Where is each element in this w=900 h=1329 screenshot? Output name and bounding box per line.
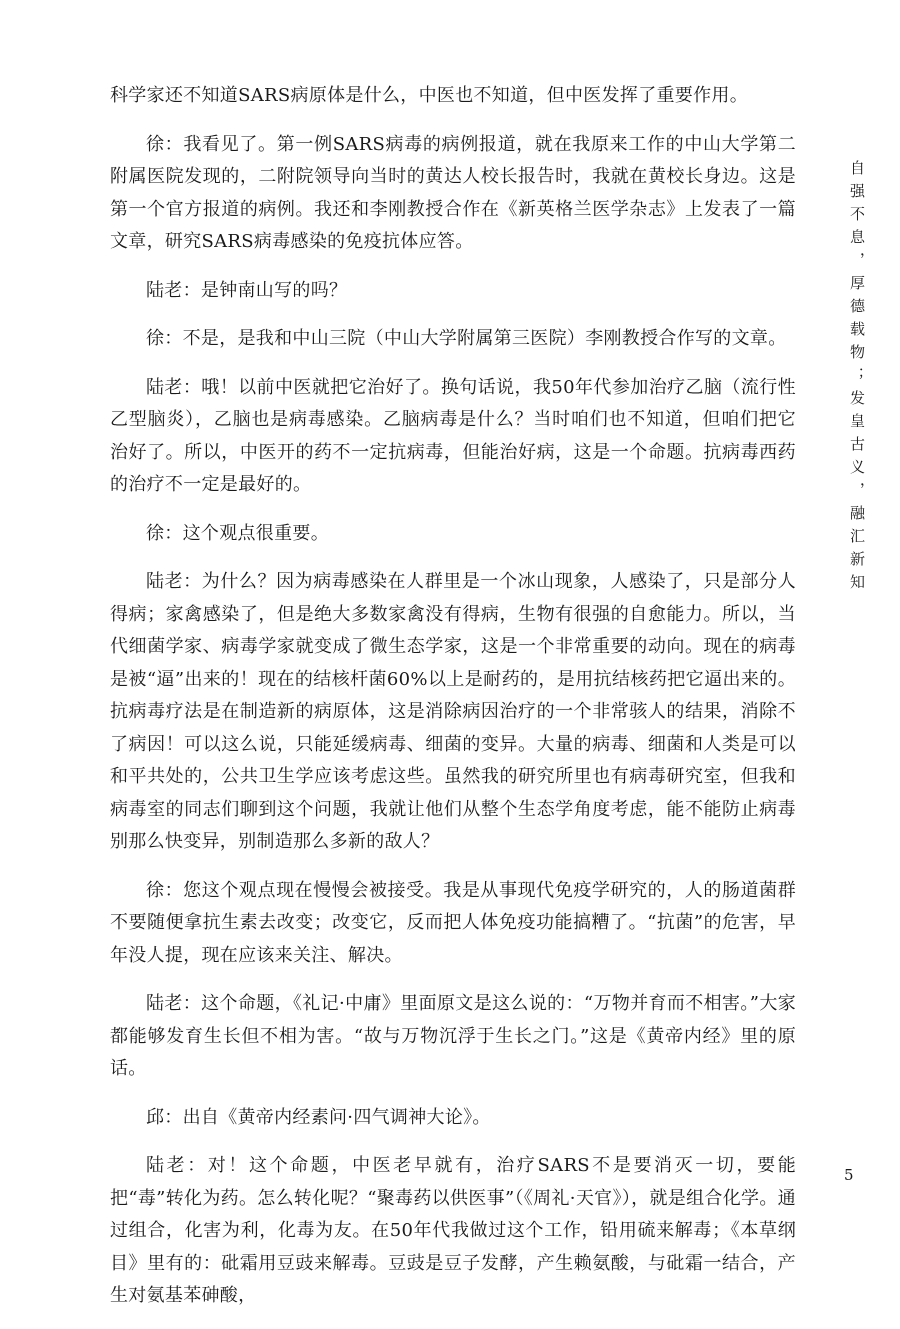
paragraph (110, 988, 796, 1086)
page-body (110, 80, 796, 1329)
speaker-label: 徐： (146, 522, 183, 544)
speaker-label: 陆老： (146, 376, 202, 398)
paragraph (110, 875, 796, 973)
paragraph-text: 不是，是我和中山三院（中山大学附属第三医院）李刚教授合作写的文章。 (182, 328, 787, 349)
speaker-label: 邱： (146, 1106, 183, 1128)
paragraph-text: 为什么？因为病毒感染在人群里是一个冰山现象，人感染了，只是部分人得病；家禽感染了，但是绝大多数家禽没有得病，生物有很强的自愈能力。所以，当代细菌学家、病毒学家就变成了微生态学家，这是一个非常重要的动向。现在的病毒是被“逼”出来的！现在的结核杆菌60%以上是耐药的，是用抗结核药把它逼出来的。抗病毒疗法是在制造新的病原体，这是消除病因治疗的一个非常骇人的结果，消除不了病因！可以这么说，只能延缓病毒、细菌的变异。大量的病毒、细菌和人类是可以和平共处的，公共卫生学应该考虑这些。虽然我的研究所里也有病毒研究室，但我和病毒室的同志们聊到这个问题，我就让他们从整个生态学角度考虑，能不能防止病毒别那么快变异，别制造那么多新的敌人？ (110, 571, 796, 852)
paragraph (110, 1150, 796, 1313)
speaker-label: 陆老： (146, 571, 202, 592)
paragraph-text: 哦！以前中医就把它治好了。换句话说，我50年代参加治疗乙脑（流行性乙型脑炎），乙脑也是病毒感染。乙脑病毒是什么？当时咱们也不知道，但咱们把它治好了。所以，中医开的药不一定抗病毒，但能治好病，这是一个命题。抗病毒西药的治疗不一定是最好的。 (110, 376, 796, 495)
speaker-label: 徐： (146, 879, 184, 901)
paragraph (110, 372, 796, 502)
paragraph-text: 是钟南山写的吗？ (200, 279, 348, 301)
speaker-label: 陆老： (146, 1155, 208, 1176)
side-motto: 自强不息，厚德载物；发皇古义，融汇新知 (848, 160, 866, 597)
speaker-label: 徐： (146, 133, 184, 155)
paragraph (110, 275, 796, 308)
speaker-label: 陆老： (146, 993, 202, 1014)
page-number: 5 (844, 1166, 854, 1184)
paragraph (110, 518, 796, 551)
paragraph-text: 我看见了。第一例SARS病毒的病例报道，就在我原来工作的中山大学第二附属医院发现的，二附院领导向当时的黄达人校长报告时，我就在黄校长身边。这是第一个官方报道的病例。我还和李刚教授合作在《新英格兰医学杂志》上发表了一篇文章，研究SARS病毒感染的免疫抗体应答。 (110, 133, 796, 252)
speaker-label: 徐： (146, 328, 183, 349)
paragraph (110, 1102, 796, 1135)
speaker-label: 陆老： (146, 279, 201, 301)
paragraph (110, 566, 796, 859)
paragraph-text: 这个观点很重要。 (182, 522, 330, 544)
paragraph (110, 80, 796, 113)
paragraph (110, 129, 796, 259)
paragraph-text: 您这个观点现在慢慢会被接受。我是从事现代免疫学研究的，人的肠道菌群不要随便拿抗生素去改变；改变它，反而把人体免疫功能搞糟了。“抗菌”的危害，早年没人提，现在应该来关注、解决。 (110, 879, 796, 966)
paragraph (110, 323, 796, 356)
paragraph-text: 对！这个命题，中医老早就有，治疗SARS不是要消灭一切，要能把“毒”转化为药。怎么转化呢？“聚毒药以供医事”（《周礼·天官》），就是组合化学。通过组合，化害为利，化毒为友。在50年代我做过这个工作，铅用硫来解毒；《本草纲目》里有的：砒霜用豆豉来解毒。豆豉是豆子发酵，产生赖氨酸，与砒霜一结合，产生对氨基苯砷酸， (110, 1155, 796, 1306)
paragraph-text: 科学家还不知道SARS病原体是什么，中医也不知道，但中医发挥了重要作用。 (110, 85, 749, 106)
paragraph-text: 这个命题，《礼记·中庸》里面原文是这么说的：“万物并育而不相害。”大家都能够发育生长但不相为害。“故与万物沉浮于生长之门。”这是《黄帝内经》里的原话。 (110, 993, 797, 1079)
paragraph-text: 出自《黄帝内经素问·四气调神大论》。 (182, 1106, 491, 1128)
